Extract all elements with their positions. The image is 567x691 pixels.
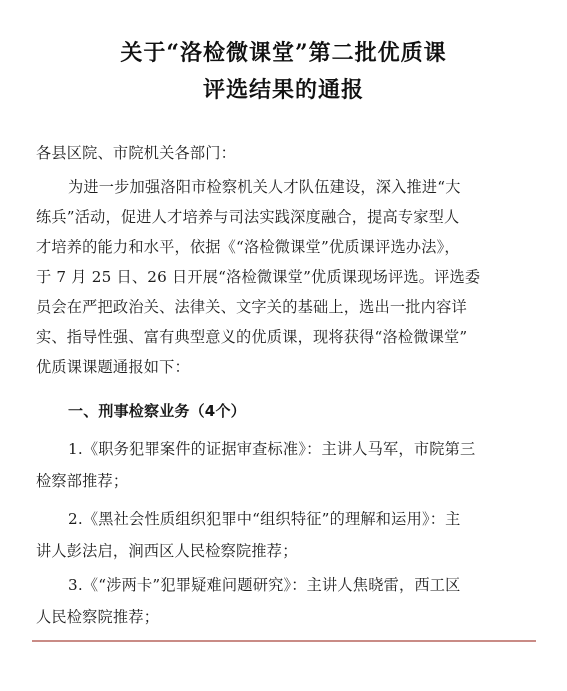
paragraph-line: 实、指导性强、富有典型意义的优质课，现将获得“洛检微课堂” (36, 328, 468, 346)
paragraph-line: 才培养的能力和水平，依据《“洛检微课堂”优质课评选办法》， (36, 238, 460, 256)
paragraph-line: 优质课课题通报如下： (36, 358, 190, 376)
paragraph-line: 于 7 月 25 日、26 日开展“洛检微课堂”优质课现场评选。评选委 (36, 268, 481, 286)
list-item-line: 3.《“涉两卡”犯罪疑难问题研究》：主讲人焦晓雷，西工区 (68, 576, 461, 594)
list-item-line: 人民检察院推荐； (36, 608, 160, 626)
list-item-line: 2.《黑社会性质组织犯罪中“组织特征”的理解和运用》：主 (68, 510, 461, 528)
paragraph-line: 为进一步加强洛阳市检察机关人才队伍建设，深入推进“大 (68, 178, 461, 196)
list-item-line: 1.《职务犯罪案件的证据审查标准》：主讲人马军，市院第三 (68, 440, 476, 458)
salutation: 各县区院、市院机关各部门： (36, 144, 237, 162)
list-item-line: 讲人彭法启，涧西区人民检察院推荐； (36, 542, 298, 560)
document-title-line-2: 评选结果的通报 (202, 77, 364, 103)
red-divider-line (32, 640, 536, 642)
document-title-line-1: 关于“洛检微课堂”第二批优质课 (120, 40, 447, 66)
list-item-line: 检察部推荐； (36, 472, 129, 490)
paragraph-line: 员会在严把政治关、法律关、文字关的基础上，选出一批内容详 (36, 298, 467, 316)
paragraph-line: 练兵”活动，促进人才培养与司法实践深度融合，提高专家型人 (36, 208, 460, 226)
section-heading: 一、刑事检察业务（4个） (68, 402, 246, 420)
